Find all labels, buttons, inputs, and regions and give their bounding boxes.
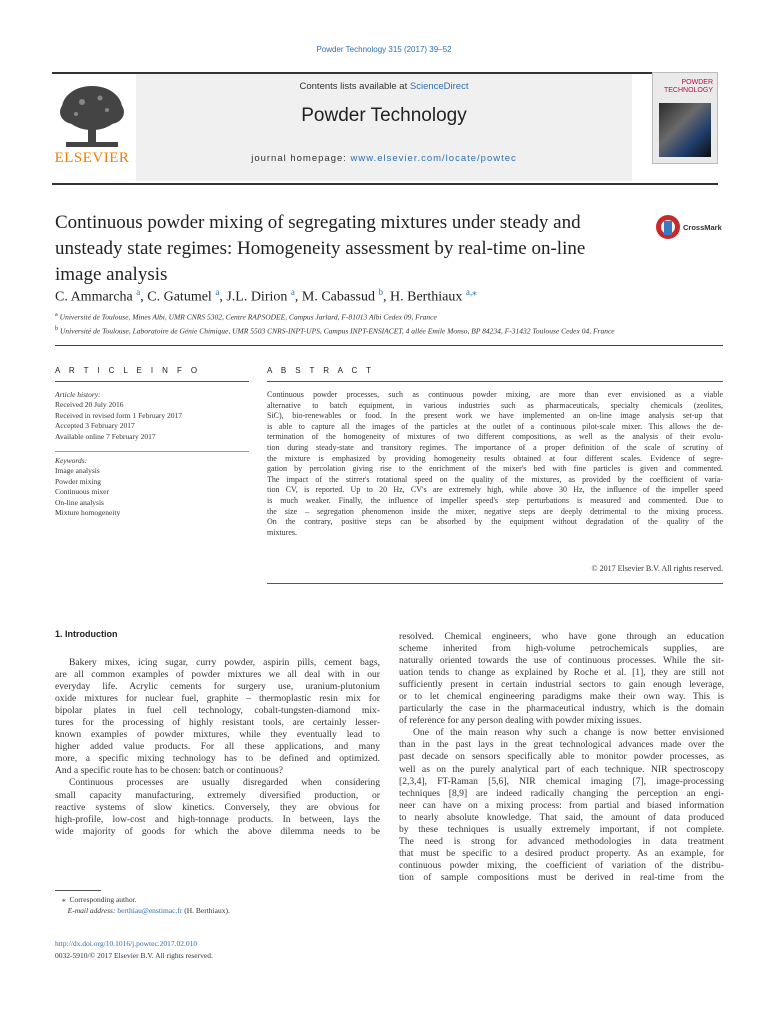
- email-suffix: (H. Berthiaux).: [182, 905, 230, 915]
- body-line: techniques [8,9] are indeed radically changing the perception an engi-: [399, 787, 724, 799]
- body-line: everyday life. Acrylic cements for surgery use, uranium-plutonium: [55, 681, 380, 693]
- author-affil-mark[interactable]: a,⁎: [465, 287, 477, 297]
- body-line: that must be specific to a desired product property. As an example, for: [399, 847, 724, 859]
- body-line: tion of sample compositions must be derived in real-time from the: [399, 871, 724, 883]
- author-name[interactable]: J.L. Dirion: [226, 289, 288, 305]
- crossmark-icon: [655, 213, 681, 243]
- abstract-bottom-rule: [267, 583, 723, 584]
- article-info-heading: A R T I C L E I N F O: [55, 366, 201, 375]
- author-name[interactable]: C. Ammarcha: [55, 289, 133, 305]
- history-item: Available online 7 February 2017: [55, 431, 156, 441]
- affiliation-text: Université de Toulouse, Laboratoire de Génie Chimique, UMR 5503 CNRS-INPT-UPS, Campus INPT-ENSIACET, 4 allée Emile Monso, BP 84234, F-31432 Toulouse Cedex 04, France: [60, 326, 615, 336]
- author-affil-mark[interactable]: a: [215, 287, 220, 297]
- keywords-rule: [55, 451, 249, 452]
- journal-name: Powder Technology: [301, 105, 467, 126]
- body-line: oxide mixtures for nuclear fuel, graphite – thermoplastic resin mix for: [55, 693, 380, 705]
- abstract-line: is much weaker. Finally, the influence of impeller speed's step perturbations is measured and commented. Due to: [267, 495, 723, 505]
- abstract-text: [267, 390, 723, 538]
- email-label: E-mail address:: [67, 905, 118, 915]
- homepage-link[interactable]: www.elsevier.com/locate/powtec: [350, 153, 517, 164]
- journal-citation[interactable]: Powder Technology 315 (2017) 39–52: [316, 45, 452, 54]
- abstract-line: the size – segregation phenomenon inside the mixer, negative steps are deeply detrimental to the mixing process.: [267, 506, 723, 516]
- author-affil-mark[interactable]: b: [378, 287, 383, 297]
- keywords-list: [55, 456, 249, 518]
- body-line: particularly the case in the pharmaceutical industry, which is the domain: [399, 703, 724, 715]
- abstract-line: gation by percolation giving rise to the enrichment of the mixer's bed with fine particles is given and commented.: [267, 464, 723, 474]
- affiliation-mark: a: [55, 311, 58, 318]
- body-line: wide majority of goods for which the above dilemma needs to be: [55, 825, 380, 837]
- footnote-text: Corresponding author.: [69, 895, 137, 904]
- author-list: C. Ammarcha $^a$, C. Gatumel $^a$, J.L. Dirion $^a$, M. Cabassud $^b$, H. Berthiaux $^{a,⁎}$: [55, 287, 477, 305]
- abstract-line: tion during steady-state and transitory regimes. The importance of a proper definition of the scale of scrutiny of: [267, 442, 723, 452]
- abstract-rule: [267, 381, 723, 382]
- journal-cover-thumbnail[interactable]: [652, 72, 718, 164]
- body-column-left: [55, 657, 380, 838]
- affiliation-a: [55, 311, 735, 322]
- body-line: higher added value products. For all these applications, and many: [55, 741, 380, 753]
- author-name[interactable]: C. Gatumel: [147, 289, 212, 305]
- abstract-line: On the contrary, positive steps can be absorbed by the equipment without degradation of the quality of the: [267, 517, 723, 527]
- body-line: past decade on sensors specifically able to monitor powder processes, as: [399, 751, 724, 763]
- abstract-heading: A B S T R A C T: [267, 366, 375, 375]
- keywords-label: Keywords:: [55, 456, 88, 465]
- corresponding-author-footnote: [62, 895, 382, 916]
- body-line: by these techniques is usually extremely important, if not complete.: [399, 823, 724, 835]
- body-line: bipolar plates in fuel cell technology, cobalt-tungsten-diamond mix-: [55, 705, 380, 717]
- abstract-line: alternative to batch equipment, in various industries such as pharmaceuticals, specialty chemicals (zeolites,: [267, 400, 723, 410]
- journal-homepage: [136, 153, 632, 164]
- article-info-rule: [55, 381, 249, 382]
- body-line: resolved. Chemical engineers, who have gone through an education: [399, 631, 724, 642]
- issn-copyright: 0032-5910/© 2017 Elsevier B.V. All rights reserved.: [55, 951, 213, 960]
- abstract-line: tion CV, is reported. Up to 20 Hz, CV's are extremely high, while above 30 Hz, the influence of the impeller speed: [267, 485, 723, 495]
- body-line: of reference for any person dealing with powder mixing issues.: [399, 715, 642, 727]
- abstract-line: Continuous powder processes, such as continuous powder mixing, are more than ever envisioned as a viable: [267, 390, 723, 399]
- history-item: Accepted 3 February 2017: [55, 421, 135, 431]
- contents-prefix: Contents lists available at: [299, 81, 410, 92]
- body-line: Bakery mixes, icing sugar, curry powder, aspirin pills, cement bags,: [69, 657, 380, 668]
- author-name[interactable]: H. Berthiaux: [390, 289, 463, 305]
- homepage-prefix: journal homepage:: [251, 153, 351, 164]
- author-name[interactable]: M. Cabassud: [301, 289, 375, 305]
- publisher-name: ELSEVIER: [54, 150, 130, 166]
- body-line: more, a specific mixing technology has to be defined and optimized.: [55, 753, 380, 765]
- contents-line: [136, 81, 632, 92]
- footnote-mark: ⁎: [62, 895, 66, 904]
- keyword-item: Continuous mixer: [55, 487, 109, 497]
- body-line: than in the past lays in the great technological advances made over the: [399, 739, 724, 751]
- email-link[interactable]: berthiau@enstimac.fr: [117, 905, 183, 915]
- body-line: reactive systems of slow kinetics. Conversely, they are obvious for: [55, 801, 380, 813]
- author-affil-mark[interactable]: a: [290, 287, 295, 297]
- affiliation-mark: b: [55, 325, 59, 332]
- body-line: scheme inherited from high-volume petrochemicals supplies, are: [399, 643, 724, 655]
- abstract-line: termination of the homogeneity of mixtures of two different compositions, as well as the analysis of their evolu-: [267, 432, 723, 442]
- affiliation-b: [55, 325, 735, 336]
- sciencedirect-link[interactable]: ScienceDirect: [409, 81, 469, 92]
- keyword-item: Image analysis: [55, 466, 100, 476]
- history-item: Received 20 July 2016: [55, 400, 124, 410]
- body-line: tures for the processing of highly resistant tools, are certainly lesser-: [55, 717, 380, 729]
- body-line: continuous powder mixing, the coefficient of variation of the distribu-: [399, 859, 724, 871]
- crossmark-badge[interactable]: [655, 213, 735, 245]
- body-line: One of the main reason why such a change is now better envisioned: [413, 727, 724, 739]
- body-line: small capacity manufacturing, extremely diversified production, or: [55, 789, 380, 801]
- crossmark-label: CrossMark: [683, 223, 722, 232]
- abstract-line: the mixture is emphasized by providing homogeneity results obtained at four different scales. Evidence of segre-: [267, 453, 723, 463]
- body-line: neer can have on a mixing process: from partial and biased information: [399, 799, 724, 811]
- history-label: Article history:: [55, 390, 101, 399]
- cover-title: POWDER TECHNOLOGY: [663, 79, 713, 94]
- body-line: uation tends to change as explained by Roche et al. [1], they are still not: [399, 667, 724, 679]
- history-item: Received in revised form 1 February 2017: [55, 410, 183, 420]
- affiliation-text: Université de Toulouse, Mines Albi, UMR CNRS 5302, Centre RAPSODEE, Campus Jarlard, F-81013 Albi Cedex 09, France: [59, 312, 437, 322]
- body-line: well as on the purely analytical part of each technique. NIR spectroscopy: [399, 763, 724, 775]
- section-divider: [55, 345, 723, 346]
- abstract-line: is able to capture all the images of the particles at the outlet of a continuous pilot-scale mixer. This allows the de-: [267, 421, 723, 431]
- abstract-line: mixtures.: [267, 527, 297, 537]
- body-line: high-profile, low-cost and high-tonnage products. In between, lays the: [55, 813, 380, 825]
- body-line: Continuous processes are usually disregarded when considering: [69, 777, 380, 789]
- body-line: The need is strong for advanced methodologies in data treatment: [399, 835, 724, 847]
- body-line: are all common examples of powder mixtures we all deal with in our: [55, 669, 380, 681]
- footnote-rule: [55, 890, 101, 891]
- introduction-heading: 1. Introduction: [55, 629, 118, 639]
- body-line: And a specific route has to be chosen: batch or continuous?: [55, 765, 284, 777]
- body-line: naturally oriented towards the use of continuous processes. While the sit-: [399, 655, 724, 667]
- body-line: or to let chemical engineering paradigms make their own way. This is: [399, 691, 724, 703]
- body-line: [2,3,4], FT-Raman [5,6], NIR chemical imaging [7], image-processing: [399, 775, 724, 787]
- body-column-right: [399, 631, 724, 884]
- abstract-line: The impact of the stirrer's rotational speed on the quality of the mixtures, as provided by the coefficient of varia-: [267, 474, 723, 484]
- doi-link[interactable]: http://dx.doi.org/10.1016/j.powtec.2017.02.010: [55, 939, 198, 948]
- article-title: Continuous powder mixing of segregating mixtures under steady and unsteady state regimes: Homogeneity assessment by real-time on-line image analysis: [55, 212, 586, 285]
- keyword-item: Powder mixing: [55, 476, 102, 486]
- masthead-bottom-rule: [52, 183, 718, 185]
- keyword-item: On-line analysis: [55, 497, 104, 507]
- article-history: [55, 390, 249, 442]
- author-affil-mark[interactable]: a: [136, 287, 141, 297]
- keyword-item: Mixture homogeneity: [55, 508, 121, 518]
- abstract-copyright: © 2017 Elsevier B.V. All rights reserved.: [591, 564, 723, 573]
- body-line: to nearly absolute knowledge. That said, the amount of data produced: [399, 811, 724, 823]
- abstract-line: SiC), bio-renewables or food. In the present work we have implemented an on-line image analysis set-up that: [267, 411, 723, 421]
- body-line: sufficiently present in certain industrial sectors to gain enough leverage,: [399, 679, 724, 691]
- body-line: known examples of powder mixtures, while they eventually lead to: [55, 729, 380, 741]
- cover-image: [659, 103, 711, 157]
